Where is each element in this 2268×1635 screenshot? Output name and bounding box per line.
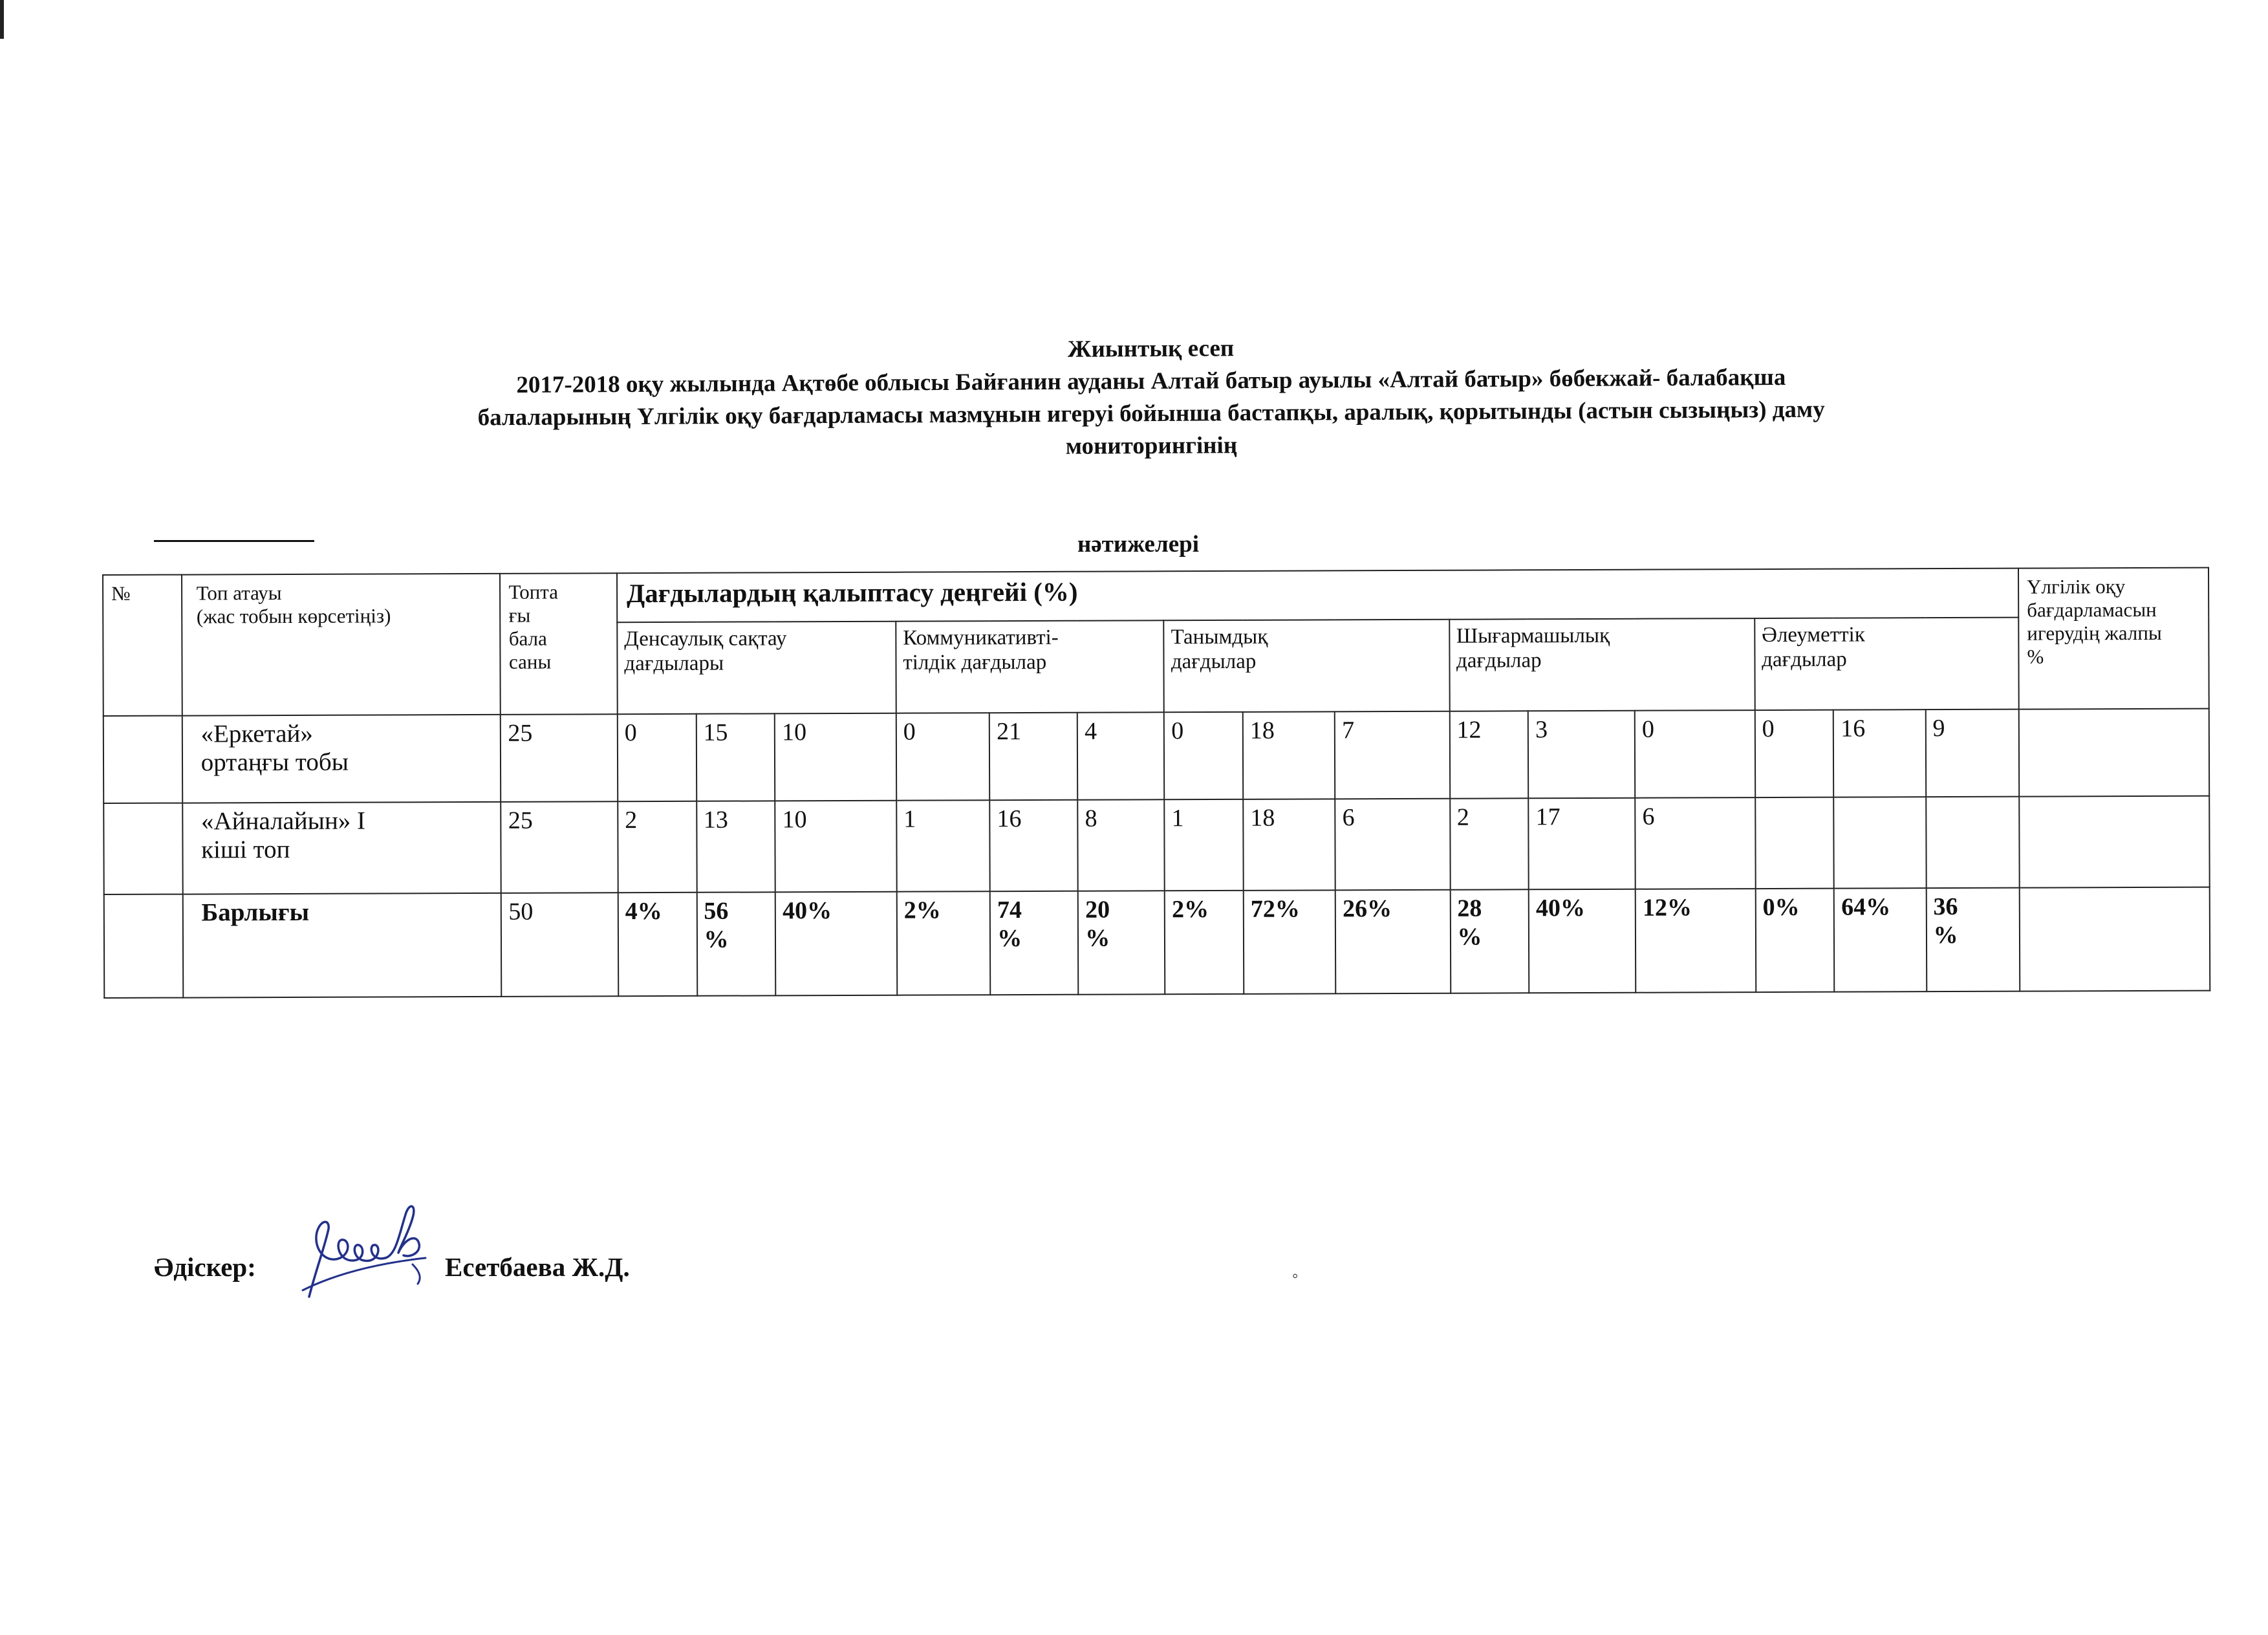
header-overall: Үлгілік оқу бағдарламасын игерудің жалпы % xyxy=(2018,568,2209,709)
category-social: Әлеуметтік дағдылар xyxy=(1755,618,2019,711)
cell-value: 12% xyxy=(1636,889,1756,993)
methodist-name: Есетбаева Ж.Д. xyxy=(445,1252,630,1282)
cell-value: 9 xyxy=(1925,709,2019,797)
cell-group-name: «Айналайын» I кіші топ xyxy=(182,802,501,894)
cell-value: 20 % xyxy=(1078,891,1165,995)
cell-value: 36 % xyxy=(1926,888,2020,991)
table-row-ainalaiyn xyxy=(103,796,2209,894)
title-line-3: балаларының Үлгілік оқу бағдарламасы мазмұнын игеруі бойынша бастапқы, аралық, қорытынды (астын сызыңыз) даму xyxy=(477,396,1825,431)
cell-children-count: 50 xyxy=(501,893,618,997)
header-no: № xyxy=(103,575,182,717)
cell-value: 8 xyxy=(1077,800,1165,892)
cell-value: 0 xyxy=(1755,710,1833,797)
methodist-label: Әдіскер: xyxy=(154,1252,256,1282)
cell-value: 2 xyxy=(618,801,697,893)
table-row-erketai xyxy=(103,709,2209,803)
cell-value: 64% xyxy=(1834,889,1927,992)
cell-value: 0 xyxy=(1164,712,1243,799)
category-creative: Шығармашылық дағдылар xyxy=(1449,618,1755,711)
cell-value: 16 xyxy=(989,800,1078,892)
cell-value: 3 xyxy=(1528,711,1635,799)
results-table-wrap xyxy=(102,567,2210,999)
cell-value: 7 xyxy=(1335,711,1450,799)
title-results: нәтижелері xyxy=(1077,531,1200,558)
cell-value: 26% xyxy=(1335,890,1451,993)
header-group-name: Топ атауы (жас тобын көрсетіңіз) xyxy=(182,574,501,716)
cell-value: 6 xyxy=(1335,799,1450,891)
cell-value: 10 xyxy=(775,713,896,801)
cell-group-name: Барлығы xyxy=(182,893,501,997)
cell-no xyxy=(103,716,182,803)
cell-value: 18 xyxy=(1243,799,1335,891)
results-table xyxy=(102,567,2210,999)
title-line-2: 2017-2018 оқу жылында Ақтөбе облысы Байғанин ауданы Алтай батыр ауылы «Алтай батыр» бөбекжай- балабақша xyxy=(516,364,1786,398)
cell-overall xyxy=(2019,796,2209,888)
cell-value: 28 % xyxy=(1450,890,1529,993)
cell-value: 0 xyxy=(896,713,990,801)
header-children-count: Топта ғы бала саны xyxy=(500,573,617,715)
cell-value: 4% xyxy=(618,893,697,996)
cell-value: 15 xyxy=(696,714,775,801)
scan-speck: ◦ xyxy=(1292,1266,1299,1285)
cell-value: 4 xyxy=(1077,713,1165,800)
cell-no xyxy=(104,894,183,998)
cell-value: 1 xyxy=(896,801,990,893)
cell-value: 56 % xyxy=(697,893,775,996)
cell-value: 13 xyxy=(697,801,775,893)
cell-value: 12 xyxy=(1449,711,1528,799)
cell-value: 18 xyxy=(1243,712,1335,799)
underline-blank xyxy=(154,540,314,542)
cell-overall xyxy=(2020,887,2210,991)
cell-children-count: 25 xyxy=(501,802,618,894)
cell-group-name: «Еркетай» ортаңғы тобы xyxy=(182,715,501,803)
scan-edge-mark xyxy=(0,0,4,39)
cell-children-count: 25 xyxy=(501,715,618,803)
cell-value xyxy=(1834,797,1927,889)
cell-value: 17 xyxy=(1528,798,1635,890)
cell-value: 10 xyxy=(775,801,896,893)
header-skills-level: Дағдылардың қалыптасу деңгейі (%) xyxy=(617,568,2018,623)
category-cognitive: Танымдық дағдылар xyxy=(1164,620,1450,713)
cell-value: 2% xyxy=(897,892,991,995)
cell-overall xyxy=(2019,709,2209,797)
title-line-1: Жиынтық есеп xyxy=(1067,335,1235,363)
cell-value: 72% xyxy=(1244,891,1336,994)
cell-value: 16 xyxy=(1833,710,1926,797)
cell-value: 1 xyxy=(1165,799,1244,891)
category-communication: Коммуникативті- тілдік дағдылар xyxy=(896,620,1164,713)
cell-value: 40% xyxy=(1529,889,1636,993)
cell-value: 21 xyxy=(989,713,1078,800)
cell-value: 74 % xyxy=(990,891,1079,995)
cell-value: 6 xyxy=(1635,797,1755,889)
cell-value: 40% xyxy=(775,892,897,995)
title-line-4: мониторингінің xyxy=(1065,432,1238,460)
cell-value: 2 xyxy=(1450,799,1529,891)
cell-value: 2% xyxy=(1165,891,1244,994)
cell-value xyxy=(1755,797,1834,889)
report-title xyxy=(161,327,2141,469)
cell-value xyxy=(1926,797,2020,889)
cell-value: 0% xyxy=(1755,889,1834,992)
cell-value: 0 xyxy=(618,714,697,801)
table-row-total xyxy=(104,887,2210,998)
cell-value: 0 xyxy=(1635,710,1755,798)
handwritten-signature xyxy=(290,1193,445,1306)
cell-no xyxy=(103,803,182,895)
category-health: Денсаулық сақтау дағдылары xyxy=(617,622,896,715)
